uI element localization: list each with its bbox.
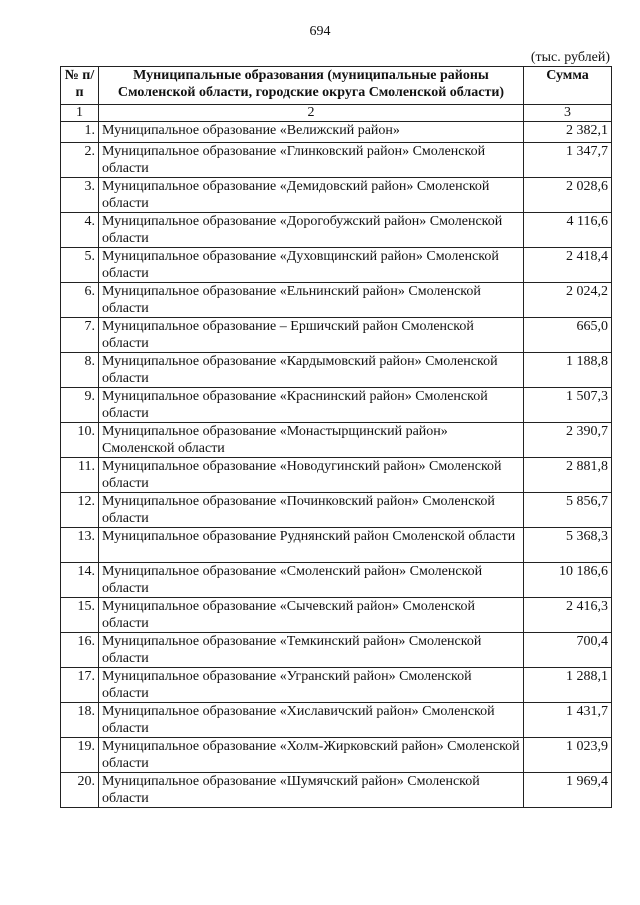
allocation-table [60, 66, 612, 808]
table-row [61, 388, 612, 423]
amount-value: 4 116,6 [524, 213, 612, 248]
amount-value: 2 024,2 [524, 283, 612, 318]
amount-value: 1 507,3 [524, 388, 612, 423]
column-index: 2 [99, 105, 524, 122]
table-row [61, 738, 612, 773]
municipality-name: Муниципальное образование «Велижский район» [99, 122, 524, 143]
municipality-name: Муниципальное образование «Кардымовский район» Смоленской области [99, 353, 524, 388]
municipality-name: Муниципальное образование Руднянский район Смоленской области [99, 528, 524, 563]
amount-value: 2 390,7 [524, 423, 612, 458]
municipality-name: Муниципальное образование «Шумячский район» Смоленской области [99, 773, 524, 808]
table-row [61, 122, 612, 143]
municipality-name: Муниципальное образование «Глинковский район» Смоленской области [99, 143, 524, 178]
amount-value: 10 186,6 [524, 563, 612, 598]
amount-value: 700,4 [524, 633, 612, 668]
amount-value: 5 368,3 [524, 528, 612, 563]
column-index-row [61, 105, 612, 122]
municipality-name: Муниципальное образование «Краснинский район» Смоленской области [99, 388, 524, 423]
table-row [61, 143, 612, 178]
municipality-name: Муниципальное образование – Ершичский район Смоленской области [99, 318, 524, 353]
amount-value: 2 416,3 [524, 598, 612, 633]
table-row [61, 178, 612, 213]
units-label: (тыс. рублей) [530, 50, 610, 65]
municipality-name: Муниципальное образование «Ельнинский район» Смоленской области [99, 283, 524, 318]
row-number: 15. [61, 598, 99, 633]
row-number: 6. [61, 283, 99, 318]
row-number: 1. [61, 122, 99, 143]
header-num: № п/п [61, 67, 99, 105]
row-number: 2. [61, 143, 99, 178]
amount-value: 2 382,1 [524, 122, 612, 143]
row-number: 13. [61, 528, 99, 563]
table-row [61, 598, 612, 633]
amount-value: 1 188,8 [524, 353, 612, 388]
amount-value: 665,0 [524, 318, 612, 353]
row-number: 8. [61, 353, 99, 388]
municipality-name: Муниципальное образование «Холм-Жирковский район» Смоленской области [99, 738, 524, 773]
row-number: 5. [61, 248, 99, 283]
row-number: 3. [61, 178, 99, 213]
table-row [61, 458, 612, 493]
municipality-name: Муниципальное образование «Новодугинский район» Смоленской области [99, 458, 524, 493]
column-index: 3 [524, 105, 612, 122]
amount-value: 2 028,6 [524, 178, 612, 213]
row-number: 9. [61, 388, 99, 423]
row-number: 4. [61, 213, 99, 248]
table-body [61, 105, 612, 808]
column-index: 1 [61, 105, 99, 122]
municipality-name: Муниципальное образование «Дорогобужский район» Смоленской области [99, 213, 524, 248]
row-number: 19. [61, 738, 99, 773]
municipality-name: Муниципальное образование «Починковский район» Смоленской области [99, 493, 524, 528]
table-row [61, 283, 612, 318]
row-number: 20. [61, 773, 99, 808]
amount-value: 1 347,7 [524, 143, 612, 178]
row-number: 16. [61, 633, 99, 668]
amount-value: 1 431,7 [524, 703, 612, 738]
row-number: 10. [61, 423, 99, 458]
municipality-name: Муниципальное образование «Демидовский район» Смоленской области [99, 178, 524, 213]
amount-value: 1 288,1 [524, 668, 612, 703]
municipality-name: Муниципальное образование «Монастырщинский район» Смоленской области [99, 423, 524, 458]
header-sum: Сумма [524, 67, 612, 105]
row-number: 12. [61, 493, 99, 528]
amount-value: 1 969,4 [524, 773, 612, 808]
municipality-name: Муниципальное образование «Угранский район» Смоленской области [99, 668, 524, 703]
table-row [61, 528, 612, 563]
row-number: 14. [61, 563, 99, 598]
table-row [61, 773, 612, 808]
header-name: Муниципальные образования (муниципальные районы Смоленской области, городские округа Смоленской области) [99, 67, 524, 105]
table-row [61, 563, 612, 598]
table-row [61, 423, 612, 458]
page-number: 694 [309, 24, 331, 39]
table-row [61, 493, 612, 528]
table-row [61, 668, 612, 703]
amount-value: 2 418,4 [524, 248, 612, 283]
table-row [61, 633, 612, 668]
row-number: 17. [61, 668, 99, 703]
municipality-name: Муниципальное образование «Смоленский район» Смоленской области [99, 563, 524, 598]
table-row [61, 318, 612, 353]
municipality-name: Муниципальное образование «Темкинский район» Смоленской области [99, 633, 524, 668]
row-number: 11. [61, 458, 99, 493]
row-number: 18. [61, 703, 99, 738]
table-row [61, 353, 612, 388]
table-header [61, 67, 612, 105]
table-row [61, 703, 612, 738]
row-number: 7. [61, 318, 99, 353]
municipality-name: Муниципальное образование «Хиславичский район» Смоленской области [99, 703, 524, 738]
table-row [61, 213, 612, 248]
municipality-name: Муниципальное образование «Духовщинский район» Смоленской области [99, 248, 524, 283]
table-row [61, 248, 612, 283]
amount-value: 2 881,8 [524, 458, 612, 493]
amount-value: 5 856,7 [524, 493, 612, 528]
amount-value: 1 023,9 [524, 738, 612, 773]
municipality-name: Муниципальное образование «Сычевский район» Смоленской области [99, 598, 524, 633]
